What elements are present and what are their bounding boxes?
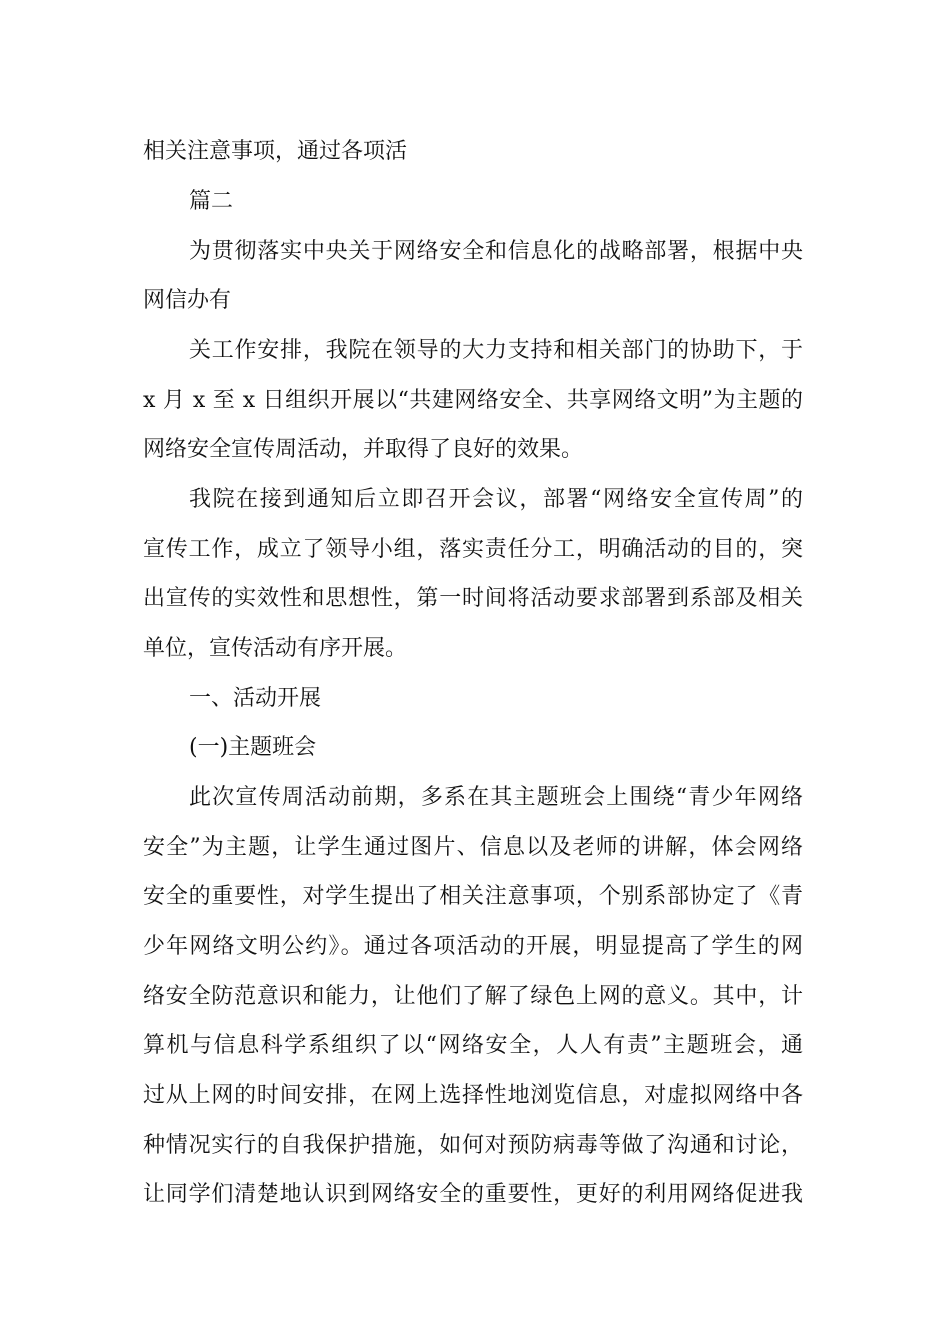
text-line: 种情况实行的自我保护措施，如何对预防病毒等做了沟通和讨论， (143, 1133, 803, 1158)
text-line: 网络安全宣传周活动，并取得了良好的效果。 (143, 437, 584, 462)
text-line: 宣传工作，成立了领导小组，落实责任分工，明确活动的目的，突 (143, 537, 803, 562)
text-line: 关工作安排，我院在领导的大力支持和相关部门的协助下，于 (189, 338, 803, 363)
text-line: 络安全防范意识和能力，让他们了解了绿色上网的意义。其中，计 (143, 984, 803, 1009)
text-line: 我院在接到通知后立即召开会议，部署“网络安全宣传周”的 (189, 487, 803, 512)
text-line: 少年网络文明公约》。通过各项活动的开展，明显提高了学生的网 (143, 934, 803, 959)
text-line: 单位，宣传活动有序开展。 (143, 636, 408, 661)
text-line: 网信办有 (143, 288, 232, 313)
text-line: 此次宣传周活动前期，多系在其主题班会上围绕“青少年网络 (189, 785, 803, 810)
section-heading: 一、活动开展 (189, 686, 322, 711)
section-heading: 篇二 (189, 189, 234, 214)
text-line: 为贯彻落实中央关于网络安全和信息化的战略部署，根据中央 (189, 239, 803, 264)
text-line: 相关注意事项，通过各项活 (143, 139, 408, 164)
text-line: 过从上网的时间安排，在网上选择性地浏览信息，对虚拟网络中各 (143, 1083, 803, 1108)
subsection-heading: (一)主题班会 (189, 735, 317, 760)
text-line: 算机与信息科学系组织了以“网络安全，人人有责”主题班会，通 (143, 1033, 803, 1058)
text-line: 安全的重要性，对学生提出了相关注意事项，个别系部协定了《青 (143, 884, 803, 909)
text-line: 让同学们清楚地认识到网络安全的重要性，更好的利用网络促进我 (143, 1182, 803, 1207)
text-line: 出宣传的实效性和思想性，第一时间将活动要求部署到系部及相关 (143, 586, 803, 611)
text-line: x 月 x 至 x 日组织开展以“共建网络安全、共享网络文明”为主题的 (143, 388, 803, 413)
text-line: 安全”为主题，让学生通过图片、信息以及老师的讲解，体会网络 (143, 835, 803, 860)
